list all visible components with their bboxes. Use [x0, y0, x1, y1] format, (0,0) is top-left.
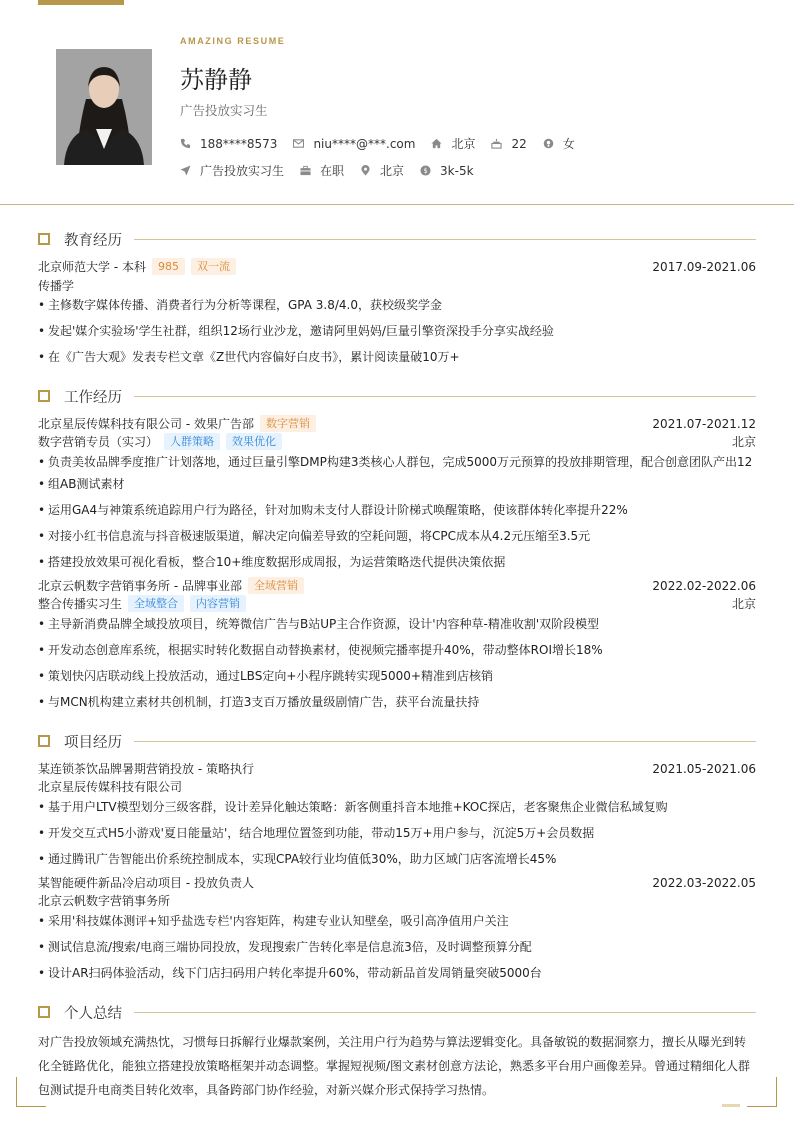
- summary-text: [38, 1030, 756, 1102]
- project-header: [38, 874, 756, 891]
- major: 传播学: [38, 279, 75, 293]
- education-bullet: • 发起'媒介实验场'学生社群，组织12场行业沙龙，邀请阿里妈妈/巨量引擎资深投手分享实战经验: [38, 320, 756, 342]
- job-bullet: • 开发动态创意库系统，根据实时转化数据自动替换素材，使视频完播率提升40%，带动整体ROI增长18%: [38, 639, 756, 661]
- job-city: 北京: [731, 597, 756, 611]
- education-major-row: [38, 277, 756, 294]
- location-icon: [360, 165, 371, 176]
- job-bullet: • 与MCN机构建立素材共创机制，打造3支百万播放量级剧情广告，获平台流量扶持: [38, 691, 756, 713]
- home-icon: [431, 138, 442, 149]
- project-org: 北京星辰传媒科技有限公司: [38, 780, 183, 794]
- section-square-icon: [38, 233, 50, 245]
- job-bullet: • 负责美妆品牌季度推广计划落地，通过巨量引擎DMP构建3类核心人群包，完成5000万元预算的投放排期管理，配合创意团队产出12: [38, 451, 756, 473]
- section-rule: [134, 741, 756, 742]
- project-bullet: • 通过腾讯广告智能出价系统控制成本，实现CPA较行业均值低30%，助力区域门店客流增长45%: [38, 848, 756, 870]
- bullet-continuation-text: 组AB测试素材: [48, 477, 125, 491]
- section-square-icon: [38, 390, 50, 402]
- company-tag: 全域营销: [248, 577, 304, 594]
- section-square-icon: [38, 1006, 50, 1018]
- project-bullet: • 采用'科技媒体测评+知乎盐选专栏'内容矩阵，构建专业认知壁垒，吸引高净值用户关注: [38, 910, 756, 932]
- candidate-name: 苏静静: [180, 66, 252, 94]
- email-text: niu****@***.com: [313, 136, 416, 151]
- role-tag: 效果优化: [226, 433, 282, 450]
- job-header: [38, 415, 756, 432]
- cake-icon: [491, 138, 502, 149]
- project-org: 北京云帆数字营销事务所: [38, 894, 171, 908]
- salary-item: [420, 164, 474, 178]
- corner-ornament: [747, 1077, 777, 1107]
- company-name: 北京云帆数字营销事务所 - 品牌事业部: [38, 579, 242, 593]
- section-square-icon: [38, 735, 50, 747]
- school-tag: 985: [152, 258, 185, 275]
- gender-icon: [543, 138, 554, 149]
- company-name: 北京星辰传媒科技有限公司 - 效果广告部: [38, 417, 254, 431]
- city-text: 北京: [380, 164, 405, 178]
- job-date: 2021.07-2021.12: [652, 416, 756, 431]
- job-bullet: • 对接小红书信息流与抖音极速版渠道，解决定向偏差导致的空耗问题，将CPC成本从4.2元压缩至3.5元: [38, 525, 756, 547]
- projects-section-header: [38, 731, 756, 751]
- money-icon: [420, 165, 431, 176]
- school-tag: 双一流: [191, 258, 236, 275]
- project-date: 2021.05-2021.06: [652, 761, 756, 776]
- summary-section-header: [38, 1002, 756, 1022]
- project-date: 2022.03-2022.05: [652, 875, 756, 890]
- summary-line: 包测试提升电商类目转化效率，具备跨部门协作经验，对新兴媒介形式保持学习热情。: [38, 1083, 495, 1097]
- job-role-row: [38, 595, 756, 612]
- role-tag: 人群策略: [164, 433, 220, 450]
- job-role-row: [38, 433, 756, 450]
- job-city: 北京: [731, 435, 756, 449]
- age-text: 22: [511, 136, 527, 151]
- phone-text: 188****8573: [200, 136, 278, 151]
- section-title: 个人总结: [64, 1005, 122, 1022]
- role-tag: 内容营销: [190, 595, 246, 612]
- section-title: 项目经历: [64, 734, 122, 751]
- job-bullet: • 运用GA4与神策系统追踪用户行为路径，针对加购未支付人群设计阶梯式唤醒策略，使该群体转化率提升22%: [38, 499, 756, 521]
- mail-icon: [293, 138, 304, 149]
- project-name: 某连锁茶饮品牌暑期营销投放 - 策略执行: [38, 762, 254, 776]
- summary-line: 化全链路优化，能独立搭建投放策略框架并动态调整。掌握短视频/图文素材创意方法论，熟悉多平台用户画像差异。曾通过精细化人群: [38, 1059, 751, 1073]
- position-item: [180, 162, 284, 179]
- company-tag: 数字营销: [260, 415, 316, 432]
- salary-text: 3k-5k: [440, 163, 474, 178]
- project-name: 某智能硬件新品冷启动项目 - 投放负责人: [38, 876, 254, 890]
- job-bullet: • 搭建投放效果可视化看板，整合10+维度数据形成周报，为运营策略迭代提供决策依据: [38, 551, 756, 573]
- gender-item: [543, 135, 575, 152]
- job-role: 整合传播实习生: [38, 597, 123, 611]
- section-title: 工作经历: [64, 389, 122, 406]
- section-title: 教育经历: [64, 232, 122, 249]
- status-text: 在职: [320, 164, 345, 178]
- education-date: 2017.09-2021.06: [652, 259, 756, 274]
- education-entry-header: [38, 258, 756, 275]
- phone-item: [180, 137, 277, 151]
- status-item: [300, 162, 344, 179]
- job-bullet-continuation: [38, 473, 756, 495]
- corner-ornament: [16, 1077, 46, 1107]
- project-header: [38, 760, 756, 777]
- briefcase-icon: [300, 165, 311, 176]
- city-item: [360, 162, 404, 179]
- job-role: 数字营销专员（实习）: [38, 435, 159, 449]
- job-intention: 广告投放实习生: [180, 103, 268, 118]
- summary-line: 对广告投放领域充满热忱，习惯每日拆解行业爆款案例，关注用户行为趋势与算法逻辑变化。具备敏锐的数据洞察力，擅长从曝光到转: [38, 1035, 747, 1049]
- project-bullet: • 设计AR扫码体验活动，线下门店扫码用户转化率提升60%，带动新品首发周销量突破5000台: [38, 962, 756, 984]
- project-bullet: • 开发交互式H5小游戏'夏日能量站'，结合地理位置签到功能，带动15万+用户参与，沉淀5万+会员数据: [38, 822, 756, 844]
- education-bullet: • 主修数字媒体传播、消费者行为分析等课程，GPA 3.8/4.0，获校级奖学金: [38, 294, 756, 316]
- job-date: 2022.02-2022.06: [652, 578, 756, 593]
- education-section-header: [38, 229, 756, 249]
- job-bullet: • 主导新消费品牌全域投放项目，统筹微信广告与B站UP主合作资源，设计'内容种草-精准收割'双阶段模型: [38, 613, 756, 635]
- section-rule: [134, 1012, 756, 1013]
- section-rule: [134, 239, 756, 240]
- profile-photo: [56, 49, 152, 165]
- school-name: 北京师范大学 - 本科: [38, 260, 146, 274]
- education-bullet: • 在《广告大观》发表专栏文章《Z世代内容偏好白皮书》，累计阅读量破10万+: [38, 346, 756, 368]
- email-item: [293, 137, 415, 151]
- svg-text:$: $: [423, 166, 428, 175]
- project-bullet: • 基于用户LTV模型划分三级客群，设计差异化触达策略：新客侧重抖音本地推+KOC探店，老客聚焦企业微信私域复购: [38, 796, 756, 818]
- accent-bar: [38, 0, 124, 5]
- gender-text: 女: [562, 137, 575, 151]
- brand-label: AMAZING RESUME: [180, 36, 286, 46]
- work-section-header: [38, 386, 756, 406]
- job-bullet: • 策划快闪店联动线上投放活动，通过LBS定向+小程序跳转实现5000+精准到店核销: [38, 665, 756, 687]
- role-tag: 全域整合: [128, 595, 184, 612]
- project-org-row: [38, 778, 756, 795]
- project-org-row: [38, 892, 756, 909]
- hometown-text: 北京: [451, 137, 476, 151]
- intention-row: [180, 162, 490, 179]
- header-divider: [0, 204, 794, 205]
- job-header: [38, 577, 756, 594]
- phone-icon: [180, 138, 191, 149]
- age-item: [491, 137, 526, 151]
- page-marker: [722, 1104, 740, 1107]
- contact-row: [180, 135, 591, 152]
- hometown-item: [431, 135, 475, 152]
- section-rule: [134, 396, 756, 397]
- position-text: 广告投放实习生: [200, 164, 285, 178]
- send-icon: [180, 165, 191, 176]
- project-bullet: • 测试信息流/搜索/电商三端协同投放，发现搜索广告转化率是信息流3倍，及时调整预算分配: [38, 936, 756, 958]
